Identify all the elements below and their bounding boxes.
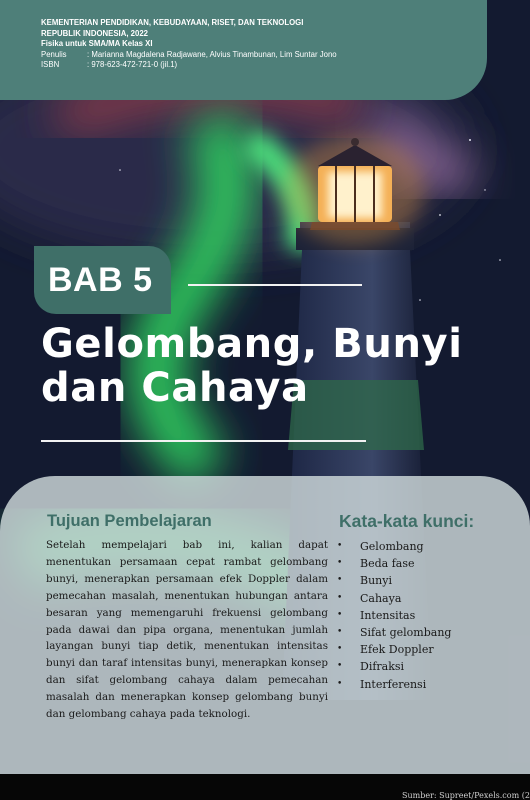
- keyword-item: [337, 538, 517, 555]
- isbn-value: : 978-623-472-721-0 (jil.1): [87, 60, 178, 69]
- keyword-item: [337, 676, 517, 693]
- bullet-icon: •: [337, 558, 343, 569]
- keyword-item: [337, 590, 517, 607]
- keyword-item: [337, 624, 517, 641]
- keyword-item: [337, 555, 517, 572]
- objectives-text: Setelah mempelajari bab ini, kalian dapat menentukan persamaan cepat rambat gelombang bunyi, menerapkan persamaan efek Doppler dalam pemecahan masalah, menentukan hubungan antara besaran yang memengaruhi frekuensi gelombang pada dawai dan pipa organa, menentukan jumlah layangan bunyi tiap detik, menentukan intensitas bunyi dan taraf intensitas bunyi, menerapkan konsep dan sifat gelombang cahaya dalam pemecahan masalah dan menerapkan konsep gelombang bunyi dan gelombang cahaya pada teknologi.: [46, 539, 328, 721]
- photo-credit: Sumber: Supreet/Pexels.com (2: [402, 791, 530, 800]
- chapter-title-line-2: dan Cahaya: [41, 365, 309, 411]
- keyword-text: Efek Doppler: [360, 643, 434, 657]
- bullet-icon: •: [337, 575, 343, 586]
- keyword-text: Intensitas: [360, 608, 416, 622]
- keyword-text: Bunyi: [360, 574, 392, 588]
- title-divider-bottom: [41, 440, 366, 442]
- objectives-heading: Tujuan Pembelajaran: [47, 512, 212, 530]
- keyword-text: Interferensi: [360, 677, 427, 691]
- keyword-text: Cahaya: [360, 591, 402, 605]
- ministry-name: KEMENTERIAN PENDIDIKAN, KEBUDAYAAN, RISET, DAN TEKNOLOGI: [41, 18, 304, 27]
- keyword-item: [337, 641, 517, 658]
- keyword-item: [337, 572, 517, 589]
- keyword-text: Gelombang: [360, 540, 424, 553]
- author-value: : Marianna Magdalena Radjawane, Alvius Tinambunan, Lim Suntar Jono: [87, 49, 337, 59]
- isbn-label: ISBN: [41, 60, 60, 69]
- isbn-row: [41, 60, 487, 71]
- bullet-icon: •: [337, 627, 343, 638]
- bullet-icon: •: [337, 644, 343, 655]
- keyword-text: Difraksi: [360, 660, 405, 674]
- bullet-icon: •: [337, 541, 343, 551]
- bullet-icon: •: [337, 609, 343, 620]
- book-subject: Fisika untuk SMA/MA Kelas XI: [41, 39, 153, 48]
- title-divider-top: [188, 284, 362, 286]
- bullet-icon: •: [337, 678, 343, 689]
- keywords-heading: Kata-kata kunci:: [339, 511, 475, 531]
- chapter-title: [41, 322, 511, 410]
- bullet-icon: •: [337, 661, 343, 672]
- chapter-title-line-1: Gelombang, Bunyi: [41, 321, 463, 367]
- bullet-icon: •: [337, 592, 343, 603]
- author-label: Penulis: [41, 49, 67, 59]
- publication-info-band: [0, 0, 487, 100]
- keyword-item: [337, 658, 517, 675]
- republic-year: REPUBLIK INDONESIA, 2022: [41, 28, 149, 38]
- keyword-text: Beda fase: [360, 557, 415, 571]
- keyword-item: [337, 607, 517, 624]
- author-row: [41, 50, 487, 61]
- keywords-list: [337, 538, 517, 693]
- keyword-text: Sifat gelombang: [360, 626, 452, 640]
- chapter-label: BAB 5: [48, 261, 153, 299]
